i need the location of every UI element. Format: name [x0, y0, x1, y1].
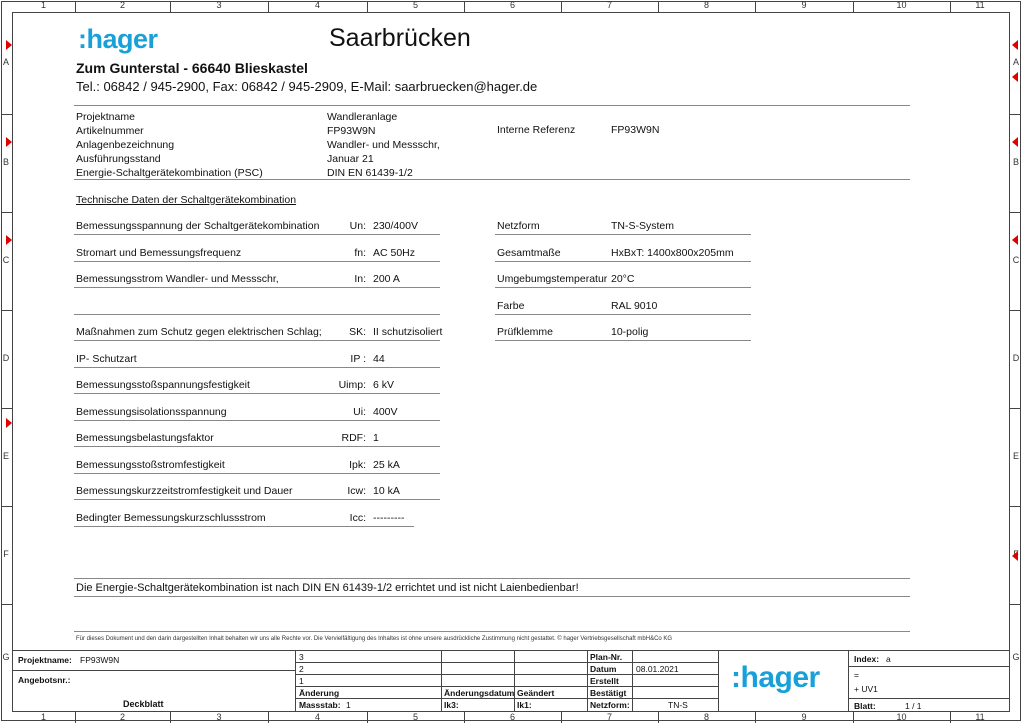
- internal-ref-label: Interne Referenz: [497, 124, 576, 136]
- spec-symbol: Ipk:: [349, 458, 366, 471]
- drawing-frame-inner: [12, 12, 1010, 712]
- column-number: 3: [216, 0, 222, 10]
- spec-underline: [74, 446, 440, 447]
- row-letter: F: [3, 549, 9, 559]
- projektname-value: FP93W9N: [80, 655, 120, 665]
- spec-value: 6 kV: [373, 379, 395, 391]
- grid-tick: [1010, 506, 1021, 507]
- spec-value: II schutzisoliert: [373, 326, 443, 338]
- ik3-label: Ik3:: [444, 700, 459, 710]
- red-marker-icon: [1012, 235, 1018, 245]
- spec-value: AC 50Hz: [373, 246, 416, 259]
- spec-underline: [495, 287, 751, 288]
- info-label: Energie-Schaltgerätekombination (PSC): [76, 167, 263, 179]
- copyright-text: Für dieses Dokument und den darin dargestellten Inhalt behalten wir uns alle Rechte vor. Die Vervielfältigung des Inhaltes ist ohne unsere ausdrückliche Zustimmung nicht gestattet. © hager Vertriebsgesellschaft mbH&Co KG: [76, 636, 673, 642]
- grid-tick: [464, 1, 465, 12]
- spec-underline: [495, 340, 751, 341]
- spec-underline: [74, 287, 440, 288]
- internal-ref-value: FP93W9N: [611, 124, 660, 136]
- spec-label: Bemessungsisolationsspannung: [76, 405, 227, 418]
- red-marker-icon: [6, 235, 12, 245]
- grid-tick: [367, 1, 368, 12]
- row-letter: E: [1012, 451, 1019, 461]
- divider: [74, 179, 910, 180]
- spec-symbol: Icc:: [349, 511, 366, 524]
- info-value: DIN EN 61439-1/2: [327, 167, 413, 179]
- column-number: 5: [412, 0, 418, 10]
- column-number: 10: [896, 0, 907, 10]
- spec-label: Stromart und Bemessungsfrequenz: [76, 246, 242, 259]
- grid-tick: [658, 1, 659, 12]
- spec-underline: [495, 261, 751, 262]
- grid-tick: [170, 1, 171, 12]
- spec-label: Bemessungsspannung der Schaltgerätekombination: [76, 220, 320, 232]
- netzform-label: Netzform:: [590, 700, 630, 710]
- info-label: Artikelnummer: [76, 125, 144, 137]
- grid-tick: [1, 604, 12, 605]
- spec-symbol: fn:: [354, 246, 366, 259]
- column-number: 6: [509, 0, 515, 10]
- spec-symbol: Icw:: [347, 485, 366, 497]
- grid-tick: [561, 1, 562, 12]
- grid-tick: [1, 114, 12, 115]
- column-number: 2: [119, 712, 125, 722]
- grid-tick: [853, 712, 854, 723]
- spec-underline: [74, 393, 440, 394]
- row-letter: D: [2, 353, 10, 363]
- info-label: Ausführungsstand: [76, 153, 161, 165]
- spec-underline: [74, 526, 414, 527]
- massstab-value: 1: [346, 700, 351, 710]
- grid-tick: [1, 212, 12, 213]
- red-marker-icon: [6, 40, 12, 50]
- massstab-label: Massstab:: [299, 700, 341, 710]
- red-marker-icon: [6, 418, 12, 428]
- spec-value: 25 kA: [373, 458, 400, 471]
- spec-symbol: Un:: [349, 220, 366, 232]
- spec-underline: [74, 261, 440, 262]
- equals-sign: =: [854, 670, 859, 680]
- grid-tick: [658, 712, 659, 723]
- blatt-value: 1 / 1: [905, 701, 922, 711]
- sheet-title: Deckblatt: [123, 699, 164, 709]
- spec-underline: [74, 340, 440, 341]
- bestaetigt-label: Bestätigt: [590, 688, 627, 698]
- column-number: 1: [40, 712, 46, 722]
- grid-tick: [950, 1, 951, 12]
- spec-symbol: SK:: [349, 326, 366, 338]
- aenderungsdatum-label: Änderungsdatum: [444, 688, 515, 698]
- spec-underline: [74, 234, 440, 235]
- row-letter: E: [2, 451, 9, 461]
- spec-value: ---------: [373, 511, 405, 524]
- spec-underline: [74, 473, 440, 474]
- spec-symbol: In:: [354, 273, 366, 285]
- grid-tick: [1, 310, 12, 311]
- grid-tick: [950, 712, 951, 723]
- spec-label: Prüfklemme: [497, 326, 554, 338]
- grid-tick: [464, 712, 465, 723]
- city-title: Saarbrücken: [329, 24, 471, 52]
- column-number: 11: [975, 712, 985, 722]
- column-number: 8: [703, 0, 709, 10]
- row-letter: G: [2, 652, 10, 662]
- spec-value: 44: [373, 352, 385, 365]
- grid-tick: [1010, 114, 1021, 115]
- spec-underline: [74, 314, 440, 315]
- spec-value: 10-polig: [611, 326, 649, 338]
- column-number: 9: [801, 0, 807, 10]
- row-letter: C: [2, 255, 10, 265]
- spec-underline: [74, 367, 440, 368]
- spec-value: 1: [373, 432, 379, 444]
- row-letter: D: [1012, 353, 1020, 363]
- red-marker-icon: [1012, 72, 1018, 82]
- spec-symbol: Uimp:: [338, 379, 366, 391]
- info-label: Projektname: [76, 111, 135, 123]
- spec-underline: [495, 234, 751, 235]
- spec-label: Bemessungsstoßspannungsfestigkeit: [76, 379, 250, 391]
- grid-tick: [755, 1, 756, 12]
- spec-symbol: IP :: [350, 352, 366, 365]
- grid-tick: [1010, 604, 1021, 605]
- spec-value: 20°C: [611, 273, 635, 285]
- red-marker-icon: [6, 137, 12, 147]
- divider: [74, 578, 910, 579]
- column-number: 5: [412, 712, 418, 722]
- grid-tick: [1, 408, 12, 409]
- info-value: FP93W9N: [327, 125, 376, 137]
- aenderung-label: Änderung: [299, 688, 340, 698]
- row-letter: B: [1012, 157, 1019, 167]
- grid-tick: [1010, 408, 1021, 409]
- spec-label: Netzform: [497, 220, 540, 232]
- spec-value: TN-S-System: [611, 220, 674, 232]
- grid-tick: [755, 712, 756, 723]
- red-marker-icon: [1012, 551, 1018, 561]
- grid-tick: [268, 1, 269, 12]
- spec-underline: [74, 420, 440, 421]
- column-number: 10: [896, 712, 907, 722]
- info-value: Wandleranlage: [327, 111, 398, 123]
- row-letter: F: [1013, 549, 1019, 559]
- grid-tick: [1010, 310, 1021, 311]
- info-value: Wandler- und Messschr,: [327, 139, 440, 151]
- info-label: Anlagenbezeichnung: [76, 139, 175, 151]
- contact-line: Tel.: 06842 / 945-2900, Fax: 06842 / 945-2909, E-Mail: saarbruecken@hager.de: [76, 79, 538, 94]
- spec-value: HxBxT: 1400x800x205mm: [611, 246, 734, 259]
- column-number: 4: [314, 712, 320, 722]
- spec-label: Maßnahmen zum Schutz gegen elektrischen Schlag;: [76, 326, 322, 338]
- notice-text: Die Energie-Schaltgerätekombination ist nach DIN EN 61439-1/2 errichtet und ist nicht Laienbedienbar!: [76, 582, 579, 594]
- grid-tick: [75, 712, 76, 723]
- rev-1: 1: [299, 676, 304, 686]
- grid-tick: [268, 712, 269, 723]
- projektname-label: Projektname:: [18, 655, 72, 665]
- grid-tick: [170, 712, 171, 723]
- spec-label: Bedingter Bemessungskurzschlussstrom: [76, 511, 266, 524]
- column-number: 4: [314, 0, 320, 10]
- location-designation: + UV1: [854, 684, 878, 694]
- hager-logo: :hager: [78, 24, 158, 54]
- column-number: 9: [801, 712, 807, 722]
- spec-symbol: Ui:: [353, 405, 366, 418]
- spec-label: Farbe: [497, 299, 525, 312]
- row-letter: C: [1012, 255, 1020, 265]
- column-number: 2: [119, 0, 125, 10]
- grid-tick: [1, 506, 12, 507]
- spec-value: 230/400V: [373, 220, 418, 232]
- spec-label: Umgebumgstemperatur: [497, 273, 608, 285]
- spec-underline: [74, 499, 440, 500]
- spec-value: 10 kA: [373, 485, 400, 497]
- section-title: Technische Daten der Schaltgerätekombination: [76, 194, 297, 206]
- spec-label: Bemessungsstrom Wandler- und Messschr,: [76, 273, 279, 285]
- column-number: 8: [703, 712, 709, 722]
- spec-label: Bemessungsstoßstromfestigkeit: [76, 458, 225, 471]
- hager-logo-titleblock: :hager: [731, 661, 820, 694]
- grid-tick: [853, 1, 854, 12]
- geaendert-label: Geändert: [517, 688, 555, 698]
- grid-tick: [1010, 212, 1021, 213]
- plan-nr-label: Plan-Nr.: [590, 652, 623, 662]
- divider: [74, 596, 910, 597]
- row-letter: B: [2, 157, 9, 167]
- spec-label: Bemessungsbelastungsfaktor: [76, 432, 214, 444]
- rev-3: 3: [299, 652, 304, 662]
- grid-tick: [75, 1, 76, 12]
- column-number: 6: [509, 712, 515, 722]
- address-line: Zum Gunterstal - 66640 Blieskastel: [76, 60, 308, 76]
- grid-tick: [561, 712, 562, 723]
- erstellt-label: Erstellt: [590, 676, 619, 686]
- index-value: a: [886, 654, 891, 664]
- spec-label: IP- Schutzart: [76, 352, 137, 365]
- spec-symbol: RDF:: [341, 432, 366, 444]
- spec-underline: [495, 314, 751, 315]
- divider: [74, 631, 910, 632]
- rev-2: 2: [299, 664, 304, 674]
- datum-value: 08.01.2021: [636, 664, 679, 674]
- spec-value: 400V: [373, 405, 398, 418]
- index-label: Index:: [854, 654, 880, 664]
- spec-value: RAL 9010: [611, 299, 658, 312]
- netzform-value: TN-S: [668, 700, 688, 710]
- row-letter: A: [2, 57, 9, 67]
- angebotsnr-label: Angebotsnr.:: [18, 675, 71, 685]
- row-letter: G: [1012, 652, 1020, 662]
- column-number: 1: [40, 0, 46, 10]
- column-number: 7: [606, 712, 612, 722]
- column-number: 11: [975, 0, 985, 10]
- row-letter: A: [1012, 57, 1019, 67]
- blatt-label: Blatt:: [854, 701, 876, 711]
- grid-tick: [367, 712, 368, 723]
- datum-label: Datum: [590, 664, 617, 674]
- red-marker-icon: [1012, 137, 1018, 147]
- column-number: 3: [216, 712, 222, 722]
- ik1-label: Ik1:: [517, 700, 532, 710]
- spec-value: 200 A: [373, 273, 400, 285]
- divider: [74, 105, 910, 106]
- spec-label: Bemessungskurzzeitstromfestigkeit und Dauer: [76, 485, 293, 497]
- info-value: Januar 21: [327, 153, 374, 165]
- column-number: 7: [606, 0, 612, 10]
- red-marker-icon: [1012, 40, 1018, 50]
- spec-label: Gesamtmaße: [497, 246, 561, 259]
